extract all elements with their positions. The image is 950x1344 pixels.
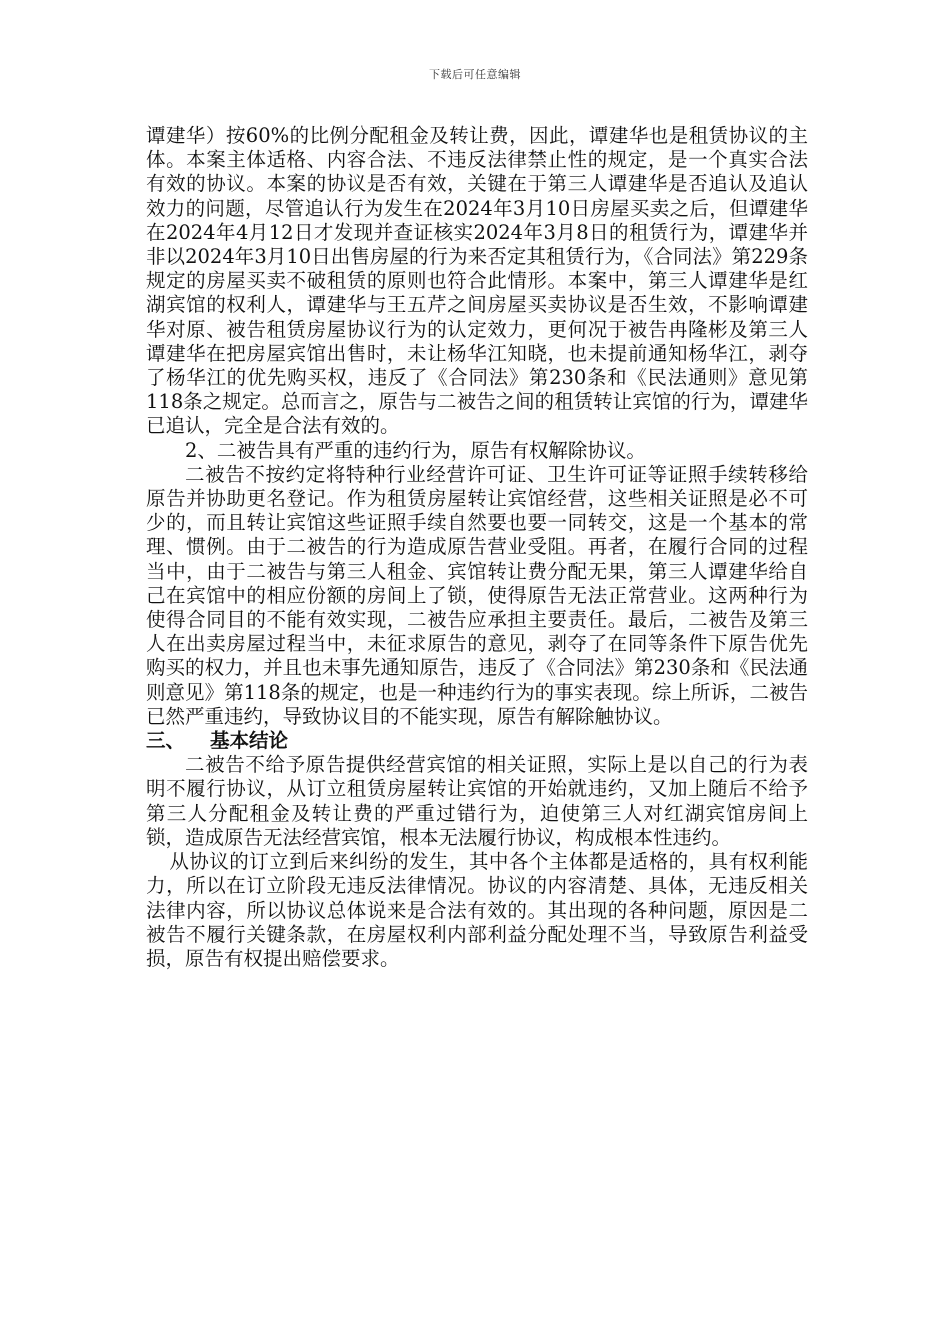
body-paragraph-2: 2、二被告具有严重的违约行为，原告有权解除协议。 — [185, 438, 646, 462]
header-note: 下载后可任意编辑 — [429, 68, 521, 81]
section-heading — [146, 729, 808, 753]
section-title: 基本结论 — [210, 729, 289, 753]
document-body — [146, 124, 808, 971]
section-number: 三、 — [146, 729, 186, 753]
body-paragraph-5: 从协议的订立到后来纠纷的发生，其中各个主体都是适格的，具有权利能力，所以在订立阶段无违反法律情况。协议的内容清楚、具体，无违反相关法律内容，所以协议总体说来是合法有效的。其出现的各种问题，原因是二被告不履行关键条款，在房屋权利内部利益分配处理不当，导致原告利益受损，原告有权提出赔偿要求。 — [146, 850, 808, 970]
body-paragraph-1: 谭建华）按60%的比例分配租金及转让费，因此，谭建华也是租赁协议的主体。本案主体适格、内容合法、不违反法律禁止性的规定，是一个真实合法有效的协议。本案的协议是否有效，关键在于第三人谭建华是否追认及追认效力的问题，尽管追认行为发生在2024年3月10日房屋买卖之后，但谭建华在2024年4月12日才发现并查证核实2024年3月8日的租赁行为，谭建华并非以2024年3月10日出售房屋的行为来否定其租赁行为，《合同法》第229条规定的房屋买卖不破租赁的原则也符合此情形。本案中，第三人谭建华是红湖宾馆的权利人，谭建华与王五芹之间房屋买卖协议是否生效，不影响谭建华对原、被告租赁房屋协议行为的认定效力，更何况于被告冉隆彬及第三人谭建华在把房屋宾馆出售时，未让杨华江知晓，也未提前通知杨华江，剥夺了杨华江的优先购买权，违反了《合同法》第230条和《民法通则》意见第118条之规定。总而言之，原告与二被告之间的租赁转让宾馆的行为，谭建华已追认，完全是合法有效的。 — [146, 124, 808, 438]
body-paragraph-3: 二被告不按约定将特种行业经营许可证、卫生许可证等证照手续转移给原告并协助更名登记。作为租赁房屋转让宾馆经营，这些相关证照是必不可少的，而且转让宾馆这些证照手续自然要也要一同转交，这是一个基本的常理、惯例。由于二被告的行为造成原告营业受阻。再者，在履行合同的过程当中，由于二被告与第三人租金、宾馆转让费分配无果，第三人谭建华给自己在宾馆中的相应份额的房间上了锁，使得原告无法正常营业。这两种行为使得合同目的不能有效实现，二被告应承担主要责任。最后，二被告及第三人在出卖房屋过程当中，未征求原告的意见，剥夺了在同等条件下原告优先购买的权力，并且也未事先通知原告，违反了《合同法》第230条和《民法通则意见》第118条的规定，也是一种违约行为的事实表现。综上所诉，二被告已然严重违约，导致协议目的不能实现，原告有解除触协议。 — [146, 462, 808, 728]
body-paragraph-4: 二被告不给予原告提供经营宾馆的相关证照，实际上是以自己的行为表明不履行协议，从订立租赁房屋转让宾馆的开始就违约，又加上随后不给予第三人分配租金及转让费的严重过错行为，迫使第三人对红湖宾馆房间上锁，造成原告无法经营宾馆，根本无法履行协议，构成根本性违约。 — [146, 753, 808, 849]
